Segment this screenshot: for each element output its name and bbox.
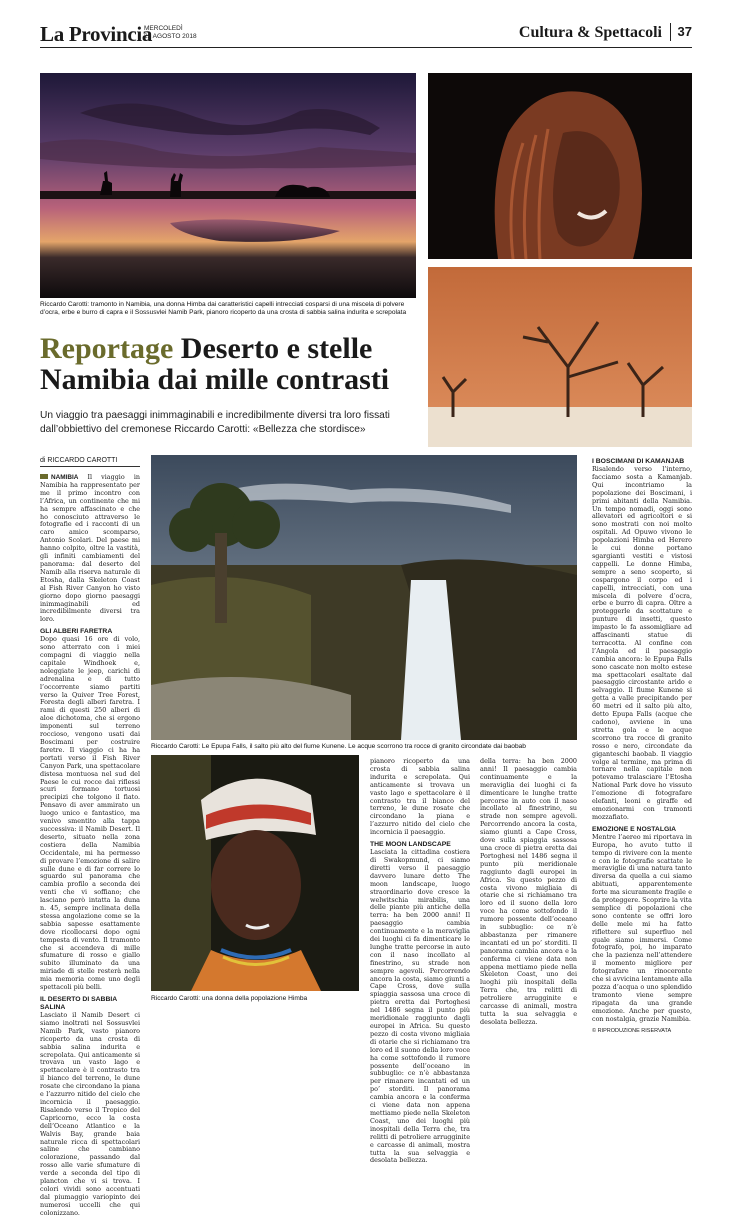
top-photos-caption: Riccardo Carotti: tramonto in Namibia, una donna Himba dai caratteristici capelli intrecciati cosparsi di una miscela di polvere d’ocra, erbe e burro di capra e il Sossusvlei Namib Park, pianoro ricoperto da una crosta di sabbia salina indurita e screpolata (40, 301, 407, 317)
headline-kicker: Reportage (40, 332, 174, 365)
waterfall-caption: Riccardo Carotti: Le Epupa Falls, il salto più alto del fiume Kunene. Le acque scorrono tra rocce di granito circondate dai baobab (151, 743, 526, 750)
paragraph: Lasciata la cittadina costiera di Swakopmund, ci siamo diretti verso il paesaggio davvero lunare detto The moon landscape, luogo straordinario dove cresce la welwitschia mirabilis, una delle piante più antiche della terra: ha ben 2000 anni! Il paesaggio cambia continuamente e la meraviglia dei luoghi ci fa dimenticare le lunghe tratte percorse in auto con il naso incollato al finestrino, su strade non sempre agevoli. Percorrendo ancora la costa, siamo giunti a Cape Cross, dove sulla spiaggia sassosa una croce di pietra eretta dai Portoghesi nel 1486 segna il punto più meridionale raggiunto dagli europei in Africa. Su questo pezzo di costa vivono migliaia di otarie che si richiamano tra loro ed il suono della loro voce ha come sottofondo il rumore possente dell’oceano in subbuglio: ce n’è abbastanza per rimanere incantati ed un po’ storditi. Il panorama cambia ancora e la conferma ci viene data non appena mettiamo piede nella Skeleton Coast, uno dei luoghi più inospitali della Terra che, tra relitti di petroliere arrugginite e carcasse di animali, mostra tutta la sua selvaggia e desolata bellezza. (370, 848, 470, 1165)
issue-weekday: MERCOLEDÌ (144, 25, 183, 32)
newspaper-name: La Provincia (40, 22, 153, 46)
paragraph: pianoro ricoperto da una crosta di sabbia salina indurita e screpolata. Qui anticamente si trovava un vasto lago e spettacolare è il contrasto tra il bianco del terreno, le dune rosate che circondano la piana e l’azzurro nitido del cielo che incornicia il paesaggio. (370, 757, 470, 837)
headline-line-2: Namibia dai mille contrasti (40, 363, 390, 396)
section-heading: THE MOON LANDSCAPE (370, 841, 451, 849)
section-title: Cultura & Spettacoli (518, 24, 662, 41)
paragraph: della terra: ha ben 2000 anni! Il paesaggio cambia continuamente e la meraviglia dei luoghi ci fa dimenticare le lunghe tratte percorse in auto con il naso incollato al finestrino, su strade non sempre agevoli. Percorrendo ancora la costa, siamo giunti a Cape Cross, dove sulla spiaggia sassosa una croce di pietra eretta dai Portoghesi nel 1486 segna il punto più meridionale raggiunto dagli europei in Africa. Su questo pezzo di costa vivono migliaia di otarie che si richiamano tra loro ed il suono della loro voce ha come sottofondo il rumore possente dell’oceano in subbuglio: ce n’è abbastanza per rimanere incantati ed un po’ storditi. Il panorama cambia ancora e la conferma ci viene data non appena mettiamo piede nella Skeleton Coast, uno dei luoghi più inospitali della Terra che, tra relitti di petroliere arrugginite e carcasse di animali, mostra tutta la sua selvaggia e desolata bellezza. (480, 757, 577, 1026)
section-heading: IL DESERTO DI SABBIA SALINA (40, 996, 117, 1011)
section-heading: GLI ALBERI FARETRA (40, 628, 113, 636)
article-column-3 (480, 757, 577, 1026)
article-headline (40, 333, 420, 395)
page-number: 37 (670, 23, 692, 41)
article-column-4 (592, 458, 692, 1034)
paragraph-text: Il viaggio in Namibia ha rappresentato per me il primo incontro con l’Africa, un continente che mi ha sempre affascinato e che ho conosciuto attraverso le fotografie ed i racconti di un caro amico scomparso, Antonio Scolari. Del paese mi hanno colpito, oltre la vastità, gli infiniti cambiamenti del panorama: dal deserto del Namib alla riserva naturale di Etosha, dalla Skeleton Coast al Fish River Canyon ho visto giorno dopo giorno paesaggi inimmaginabili ed incredibilmente diversi tra loro. (40, 473, 140, 624)
epupa-falls-photo (151, 455, 577, 740)
section-heading: I BOSCIMANI DI KAMANJAB (592, 458, 685, 465)
headline-line-1: Deserto e stelle (180, 332, 373, 365)
issue-date (144, 25, 197, 41)
sossusvlei-trees-photo (428, 267, 692, 447)
article-byline: di RICCARDO CAROTTI (40, 457, 140, 467)
article-column-2 (370, 757, 470, 1165)
article-column-1 (40, 473, 140, 1217)
paragraph: Risalendo verso l’interno, facciamo sosta a Kamanjab. Qui incontriamo la popolazione dei Boscimani, i primi abitanti della Namibia. Un tempo nomadi, oggi sono allevatori ed agricoltori e si sono mostrati con noi molto ospitali. Ad Opuwo vivono le popolazioni Himba ed Herero le cui donne portano sgargianti vestiti e vistosi cappelli. Le donne Himba, sempre a seno scoperto, si cospargono il corpo ed i capelli, intrecciati, con una miscela di polvere d’ocra, erbe e burro di capra. Oltre a proteggerle da scottature e punture di insetti, questo impasto le fa assomigliare ad affascinanti statue di terracotta. Al confine con l’Angola ed il paesaggio cambia ancora: le Epupa Falls sono cascate non molto estese ma spettacolari esaltate dal paesaggio circostante arido e selvaggio. Il fiume Kunene si getta a valle precipitando per 60 metri ed il salto più alto, detto Epupa Falls (acque che cadono), avviene in una stretta gola e le acque scorrono tra rocce di granito rosso e nero, circondate da giganteschi baobab. Il viaggio volge al termine, ma prima di tornare nella capitale non potevamo tralasciare l’Etosha National Park dove ho vissuto l’emozione di fotografare elefanti, leoni e giraffe ed emozionarmi con tramonti mozzafiato. (592, 465, 692, 821)
article-subtitle: Un viaggio tra paesaggi inimmaginabili e incredibilmente diversi tra loro fissati dall’obbiettivo del cremonese Riccardo Carotti: «Bellezza che stordisce» (40, 410, 390, 435)
article-lead: NAMIBIA (51, 474, 79, 481)
paragraph (40, 474, 140, 624)
copyright-notice: © RIPRODUZIONE RISERVATA (592, 1027, 672, 1034)
issue-day: 22 AGOSTO 2018 (144, 33, 197, 40)
paragraph: Lasciato il Namib Desert ci siamo inoltrati nel Sossusvlei Namib Park, vasto pianoro ricoperto da una crosta di sabbia salina indurita e screpolata. Qui anticamente si trovava un vasto lago e spettacolare è il contrasto tra il bianco del terreno, le dune rosate che circondano la piana e l’azzurro nitido del cielo che incornicia il paesaggio. Risalendo verso il Tropico del Capricorno, ecco la costa dell’Oceano Atlantico e la Walvis Bay, grande baia naturale ricca di spettacolari saline che cambiano colorazione, passando dal rosso alle varie sfumature di verde a seconda del tipo di plancton che vi si trova. I colori vividi sono accentuati dal piumaggio variopinto dei numerosi uccelli che qui colonizzano. (40, 1011, 140, 1217)
himba-portrait-photo (151, 755, 359, 991)
sunset-photo (40, 73, 416, 298)
masthead (40, 22, 692, 48)
paragraph: Mentre l’aereo mi riportava in Europa, ho avuto tutto il tempo di rivivere con la mente e con le fotografie scattate le meraviglie di una natura tanto diversa da quella a cui siamo abituati, apparentemente forte ma sicuramente fragile e da proteggere. Scoprire la vita semplice di popolazioni che sono contente se offri loro delle mele mi ha fatto riflettere sul superfluo nel quale siamo immersi. Come fotografo, poi, ho imparato che la pazienza nell’attendere il momento migliore per fotografare un rinoceronte che si avvicina lentamente alla pozza d’acqua o uno splendido tramonto viene sempre ripagata da una grande emozione. Anche per questo, con nostalgia, grazie Namibia. (592, 832, 692, 1023)
section-heading: EMOZIONE E NOSTALGIA (592, 825, 677, 833)
paragraph: Dopo quasi 16 ore di volo, sono atterrato con i miei compagni di viaggio nella capitale Windhoek e, noleggiate le jeep, carichi di adrenalina e di tutto l’occorrente siamo partiti verso la Quiver Tree Forest, Foresta degli alberi faretra. I rami di questi 250 alberi di aloe dichotoma, che si ergono imponenti sul terreno roccioso, vengono usati dai Boscimani per costruire faretre. Il viaggio ci ha ha portati verso il Fish River Canyon Park, una spettacolare distesa montuosa nel sud del Paese le cui rocce dai riflessi scuri formano tortuosi precipizi che tolgono il fiato. Pensavo di aver ammirato un luogo unico e fantastico, ma venivo smentito alla tappa successiva: il Namib Desert. Il deserto, situato nella zona costiera della Namibia Occidentale, mi ha permesso di provare l’emozione di salire sulle dune e di far correre lo sguardo sul panorama che cambia profilo a seconda dei venti che vi soffiano; che lasciano però intatta la duna n. 45, sempre inclinata della stessa angolazione come se la sabbia sapesse esattamente dove ricollocarsi dopo ogni tempesta di vento. Il tramonto che si accendeva di mille sfumature di rosso e giallo subito illuminato da una miriade di stelle resterà nella mia memoria come uno degli spettacoli più belli. (40, 635, 140, 992)
lead-marker (40, 474, 48, 479)
himba-woman-photo (428, 73, 692, 259)
portrait-caption: Riccardo Carotti: una donna della popolazione Himba (151, 995, 308, 1002)
